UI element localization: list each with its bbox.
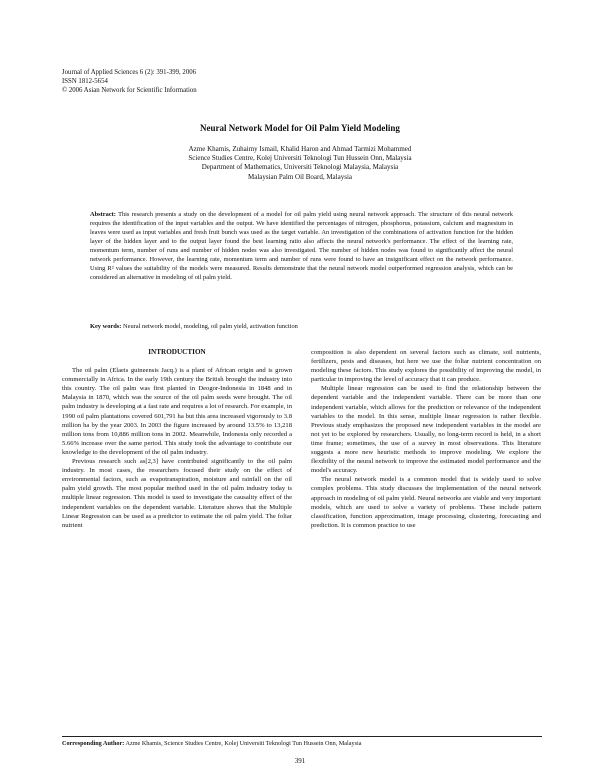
corresponding-author-text: Azme Khamis, Science Studies Centre, Kolej Universiti Teknologi Tun Hussein Onn, Malaysia	[125, 740, 362, 747]
keywords	[90, 322, 513, 331]
right-column	[311, 348, 541, 530]
journal-citation: Journal of Applied Sciences 6 (2): 391-399, 2006	[62, 69, 197, 76]
left-paragraph-1: The oil palm (Elaeis guineensis Jacq.) is a plant of African origin and is grown commercially in Africa. In the early 19th century the British brought the industry into this country. The oil palm was first planted in Deogor-Indonesia in 1848 and in Malaysia in 1870, which was the source of the oil palm seeds were brought. The oil palm industry is developing at a fast rate and requires a lot of research. For example, in 1990 oil palm plantations covered 601,791 ha but this area increased vigorously to 3.8 million ha by the year 2003. In 2003 the figure increased by around 13.5% to 13,218 million tons from 10,886 million tons in 2002. Meanwhile, Indonesia only recorded a 5.66% increase over the same period. This study took the advantage to contribute our knowledge to the development of the oil palm industry.	[62, 367, 292, 456]
introduction-heading: INTRODUCTION	[148, 348, 206, 356]
affiliation-2: Department of Mathematics, Universiti Teknologi Malaysia, Malaysia	[201, 163, 399, 172]
page-number: 391	[294, 757, 306, 765]
abstract-text: This research presents a study on the development of a model for oil palm yield using neural network approach. The structure of this neural network requires the identification of the input variables and the output. We have identified the percentages of nitrogen, phosphorus, potassium, calcium and magnesium in leaves were used as input variables and fresh fruit bunch was used as the target variable. An investigation of the combinations of activation function for the hidden layer of the hidden layer and to the output layer found the best learning ratio also affects the neural network's performance. The effect of the learning rate, momentum term, number of runs and number of hidden nodes was also investigated. The number of hidden nodes was found to significantly affect the neural network performance. However, the learning rate, momentum term and number of runs were found to have an insignificant effect on the network performance. Using R² values the suitability of the models were measured. Results demonstrate that the neural network model outperformed regression analysis, which can be considered an alternative in modeling of oil palm yield.	[90, 211, 513, 281]
abstract	[90, 210, 513, 282]
paper-title: Neural Network Model for Oil Palm Yield Modeling	[200, 123, 400, 133]
author-names: Azme Khamis, Zuhaimy Ismail, Khalid Haron and Ahmad Tarmizi Mohammed	[188, 145, 412, 153]
keywords-text: Neural network model, modeling, oil palm yield, activation function	[123, 323, 298, 330]
author-block	[0, 145, 600, 182]
affiliation-1: Science Studies Centre, Kolej Universiti Teknologi Tun Hussein Onn, Malaysia	[188, 154, 412, 163]
right-paragraph-3: The neural network model is a common model that is widely used to solve complex problems. This study discusses the implementation of the neural network approach in modeling of oil palm yield. Neural networks are viable and very important models, which are used to solve a variety of problems. These include pattern classification, function approximation, image processing, clustering, forecasting and prediction. It is common practice to use	[311, 476, 541, 529]
abstract-label: Abstract:	[90, 211, 116, 218]
footer-divider	[62, 736, 542, 737]
corresponding-author-label: Corresponding Author:	[62, 740, 125, 747]
keywords-label: Key words:	[90, 323, 122, 330]
journal-issn: ISSN 1812-5654	[62, 78, 108, 86]
left-column	[62, 348, 292, 530]
affiliation-3: Malaysian Palm Oil Board, Malaysia	[247, 172, 352, 181]
journal-copyright: © 2006 Asian Network for Scientific Information	[62, 87, 197, 95]
right-paragraph-2: Multiple linear regression can be used to find the relationship between the dependent variable and the independent variable. There can be more than one independent variable, which allows for the prediction or relevance of the independent variables to the model. In this sense, multiple linear regression is rather flexible. Previous study emphasizes the proposed new independent variables in the model are not yet to be explored by researchers. Usually, no long-term record is held, in a short time frame; sometimes, the use of a survey in most observations. This literature suggests a more new heuristic methods to improve modeling. We explore the flexibility of the neural network to improve the estimated model performance and the model's accuracy.	[311, 385, 541, 475]
left-paragraph-2: Previous research such as[2,3] have contributed significantly to the oil palm industry. In most cases, the researchers focused their study on the effect of environmental factors, such as evapotranspiration, moisture and rainfall on the oil palm yield growth. The most popular method used in the oil palm industry today is multiple linear regression. This model is used to investigate the causality effect of the independent variables on the dependent variable. Literature shows that the Multiple Linear Regression can be used as a predictor to estimate the oil palm yield. The foliar nutrient	[62, 458, 292, 529]
right-paragraph-1: composition is also dependent on several factors such as climate, soil nutrients, fertilizers, pests and diseases, but here we use the foliar nutrient concentration on modeling these factors. This study explores the possibility of improving the model, in particular in improving the level of accuracy that it can produce.	[311, 349, 541, 384]
corresponding-author	[62, 740, 542, 747]
journal-info	[62, 68, 197, 96]
